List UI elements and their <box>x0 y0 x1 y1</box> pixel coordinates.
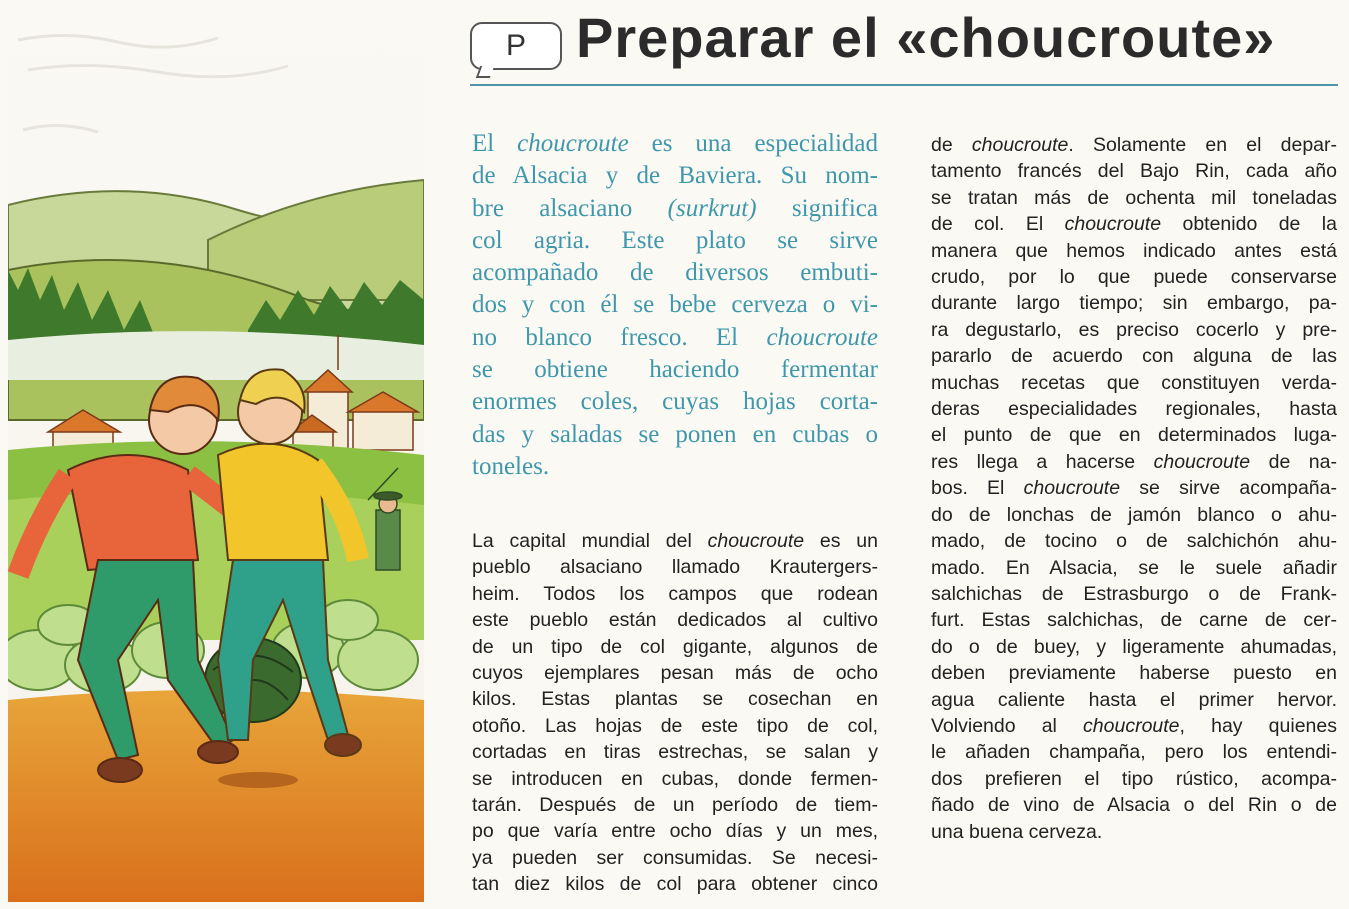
text-line: deras especialidades regionales, hasta <box>931 398 1337 421</box>
text-line: bos. El choucroute se sirve acompaña- <box>931 477 1337 500</box>
text-line: cuyos ejemplares pesan más de ocho <box>472 662 878 685</box>
section-letter-badge <box>470 22 562 70</box>
italic-term: (surkrut) <box>667 194 757 222</box>
italic-term: choucroute <box>766 323 878 351</box>
text-line: crudo, por lo que puede conservarse <box>931 266 1337 289</box>
text-line: se obtiene haciendo fermentar <box>472 356 878 384</box>
text-line: manera que hemos indicado antes está <box>931 239 1337 262</box>
text-line: das y saladas se ponen en cubas o <box>472 420 878 448</box>
text-line: ra degustarlo, es preciso cocerlo y pre- <box>931 318 1337 341</box>
text-line: heim. Todos los campos que rodean <box>472 582 878 605</box>
text-line: una buena cerveza. <box>931 820 1103 843</box>
illustration-svg <box>8 0 424 902</box>
text-line: acompañado de diversos embuti- <box>472 259 878 287</box>
title-divider <box>470 84 1338 86</box>
italic-term: choucroute <box>1023 477 1121 500</box>
text-line: agua caliente hasta el primer hervor. <box>931 688 1337 711</box>
text-line: mado, de tocino o de salchichón ahu- <box>931 530 1337 553</box>
text-line: kilos. Estas plantas se cosechan en <box>472 688 878 711</box>
badge-tail <box>476 66 494 78</box>
italic-term: choucroute <box>1083 714 1180 737</box>
text-line: bre alsaciano (surkrut) significa <box>472 194 878 222</box>
text-line: de choucroute. Solamente en el depar- <box>931 134 1337 156</box>
body-column-right <box>931 132 1337 845</box>
page-title: Preparar el «choucroute» <box>576 6 1276 69</box>
text-line: furt. Estas salchichas, de carne de cer- <box>931 609 1337 632</box>
text-line: enormes coles, cuyas hojas corta- <box>472 388 878 416</box>
text-line: este pueblo están dedicados al cultivo <box>472 609 878 632</box>
text-line: deben previamente haberse puesto en <box>931 662 1337 685</box>
text-line: pueblo alsaciano llamado Krautergers- <box>472 556 878 579</box>
text-line: mado. En Alsacia, se le suele añadir <box>931 556 1337 579</box>
text-line: do de lonchas de jamón blanco o ahu- <box>931 503 1337 526</box>
text-line: durante largo tiempo; sin embargo, pa- <box>931 292 1337 315</box>
text-line: dos y con él se bebe cerveza o vi- <box>472 291 878 319</box>
text-line: tamento francés del Bajo Rin, cada año <box>931 160 1337 183</box>
intro-paragraph <box>472 128 878 483</box>
text-line: otoño. Las hojas de este tipo de col, <box>472 714 878 737</box>
text-line: cortadas en tiras estrechas, se salan y <box>472 741 878 764</box>
text-line: po que varía entre ocho días y un mes, <box>472 820 878 843</box>
text-line: no blanco fresco. El choucroute <box>472 323 878 351</box>
body-column-left <box>472 528 878 898</box>
text-line: dos prefieren el tipo rústico, acompa- <box>931 767 1337 790</box>
text-line: se tratan más de ochenta mil toneladas <box>931 186 1337 209</box>
text-line: le añaden champaña, pero los entendi- <box>931 741 1337 764</box>
italic-term: choucroute <box>1064 213 1162 236</box>
text-line: pararlo de acuerdo con alguna de las <box>931 345 1337 368</box>
text-line: toneles. <box>472 452 550 480</box>
text-line: ñado de vino de Alsacia o del Rin o de <box>931 794 1337 817</box>
text-line: muchas recetas que constituyen verda- <box>931 371 1337 394</box>
italic-term: choucroute <box>971 134 1069 156</box>
text-line: salchichas de Estrasburgo o de Frank- <box>931 582 1337 605</box>
text-line: tan diez kilos de col para obtener cinco <box>472 873 878 896</box>
text-line: se introducen en cubas, donde fermen- <box>472 767 878 790</box>
text-line: La capital mundial del choucroute es un <box>472 530 878 552</box>
text-line: col agria. Este plato se sirve <box>472 226 878 254</box>
illustration-boys-cabbage-field <box>8 0 424 902</box>
section-letter: P <box>505 29 526 62</box>
text-line: de Alsacia y de Baviera. Su nom- <box>472 162 878 190</box>
text-line: el punto de que en determinados luga- <box>931 424 1337 447</box>
text-line: Volviendo al choucroute, hay quienes <box>931 714 1337 737</box>
text-line: do o de buey, y ligeramente ahumadas, <box>931 635 1337 658</box>
text-line: res llega a hacerse choucroute de na- <box>931 450 1337 473</box>
text-line: de un tipo de col gigante, algunos de <box>472 635 878 658</box>
italic-term: choucroute <box>707 530 805 552</box>
italic-term: choucroute <box>517 130 629 157</box>
text-line: El choucroute es una especialidad <box>472 130 879 157</box>
text-line: ya pueden ser consumidas. Se necesi- <box>472 846 878 869</box>
text-line: tarán. Después de un período de tiem- <box>472 794 878 817</box>
italic-term: choucroute <box>1153 450 1251 473</box>
text-line: de col. El choucroute obtenido de la <box>931 213 1337 236</box>
